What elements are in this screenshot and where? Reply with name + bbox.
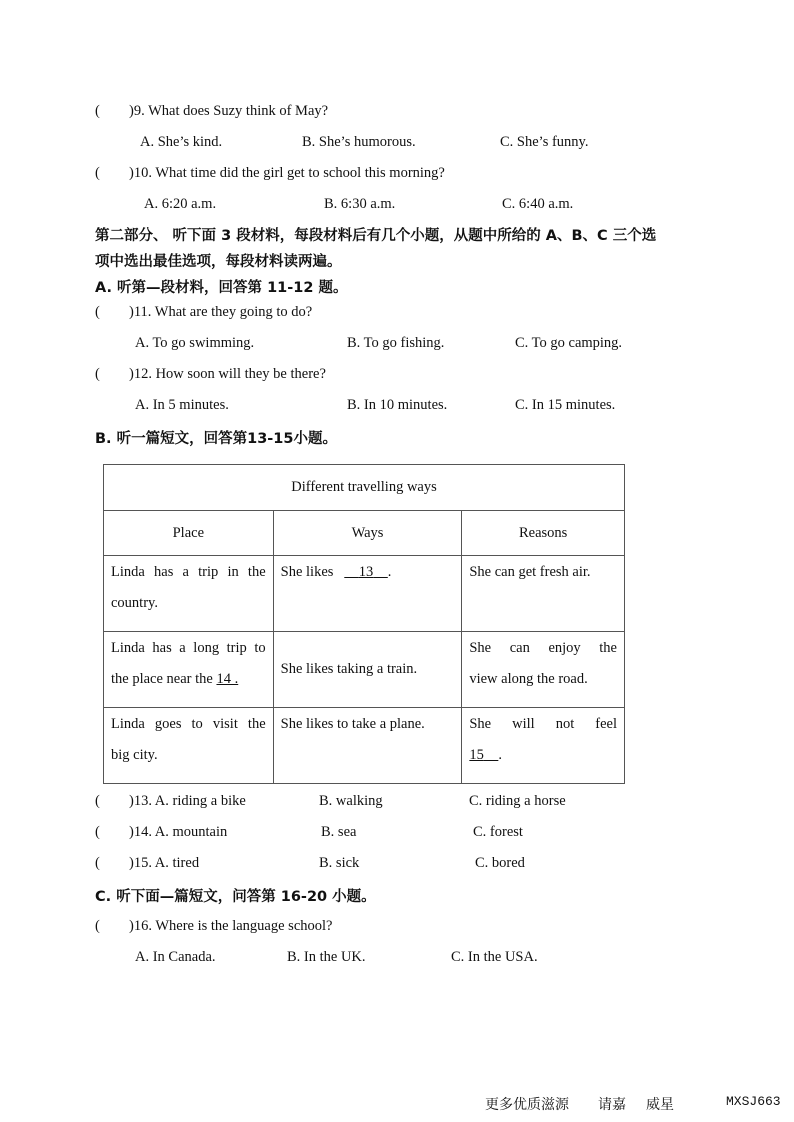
question-text: )10. What time did the girl get to school this morning? — [129, 165, 445, 181]
answer-bracket[interactable]: ( — [95, 304, 100, 320]
section-b-heading: B. 听一篇短文，回答第13-15小题。 — [95, 431, 337, 447]
question-text: )9. What does Suzy think of May? — [129, 103, 329, 119]
blank-14[interactable]: 14 . — [216, 671, 239, 687]
place-line: Linda has a trip in the — [111, 564, 266, 580]
travelling-ways-table — [103, 464, 625, 784]
table-cell — [462, 632, 625, 708]
question-9 — [95, 103, 328, 120]
option-b: B. In 10 minutes. — [347, 397, 448, 413]
footer-text-3: 威星 — [646, 1097, 674, 1113]
option-a: A. She’s kind. — [140, 134, 223, 150]
option-b: B. walking — [319, 793, 383, 809]
table-cell: She will not feel 15 . — [462, 708, 625, 784]
option-c: C. riding a horse — [469, 793, 566, 809]
way-text: She likes taking a train. — [280, 661, 418, 677]
option-c: C. To go camping. — [515, 335, 623, 351]
option-c: C. bored — [475, 855, 525, 871]
option-b: B. sick — [319, 855, 360, 871]
table-cell — [104, 632, 274, 708]
blank-15[interactable]: 15 — [469, 747, 484, 763]
place-line: Linda has a long trip to — [111, 640, 266, 656]
question-text: )14. A. mountain — [129, 824, 228, 840]
answer-bracket[interactable]: ( — [95, 103, 100, 119]
option-c: C. forest — [473, 824, 523, 840]
reason-line: She will not feel — [469, 716, 617, 732]
header-place: Place — [104, 511, 274, 556]
answer-bracket[interactable]: ( — [95, 855, 100, 871]
question-16 — [95, 918, 332, 935]
table-title: Different travelling ways — [104, 465, 625, 511]
option-a: A. 6:20 a.m. — [144, 196, 217, 212]
reason-text: She can get fresh air. — [469, 564, 591, 580]
option-b: B. She’s humorous. — [302, 134, 416, 150]
option-b: B. To go fishing. — [347, 335, 445, 351]
part2-heading-line2: 项中选出最佳选项，每段材料读两遍。 — [95, 254, 342, 270]
question-text: )12. How soon will they be there? — [129, 366, 326, 382]
footer-code: MXSJ663 — [726, 1094, 781, 1109]
answer-bracket[interactable]: ( — [95, 366, 100, 382]
reason-line: She can enjoy the — [469, 640, 617, 656]
question-10 — [95, 165, 445, 182]
option-b: B. 6:30 a.m. — [324, 196, 396, 212]
place-line: country. — [111, 595, 158, 611]
place-line: big city. — [111, 747, 158, 763]
table-cell — [273, 708, 462, 784]
answer-bracket[interactable]: ( — [95, 918, 100, 934]
part2-heading-line1: 第二部分、 听下面 3 段材料，每段材料后有几个小题，从题中所给的 A、B、C 三个选 — [95, 228, 657, 244]
question-13 — [95, 793, 246, 810]
option-b: B. sea — [321, 824, 357, 840]
question-text: )13. A. riding a bike — [129, 793, 246, 809]
table-cell: She likes 13 . — [273, 556, 462, 632]
footer-text-2: 请嘉 — [598, 1097, 626, 1113]
option-a: A. In 5 minutes. — [135, 397, 229, 413]
question-12 — [95, 366, 326, 383]
header-ways: Ways — [273, 511, 462, 556]
table-cell — [462, 556, 625, 632]
header-reasons: Reasons — [462, 511, 625, 556]
footer-text-1: 更多优质滋源 — [485, 1097, 569, 1113]
option-c: C. She’s funny. — [500, 134, 589, 150]
way-text: She likes to take a plane. — [280, 716, 425, 732]
blank-13[interactable]: 13 — [358, 564, 374, 580]
option-b: B. In the UK. — [287, 949, 366, 965]
question-text: )16. Where is the language school? — [129, 918, 333, 934]
question-15 — [95, 855, 199, 872]
question-11 — [95, 304, 312, 321]
option-c: C. 6:40 a.m. — [502, 196, 574, 212]
table-cell — [104, 556, 274, 632]
place-line: the place near the — [111, 671, 213, 687]
option-c: C. In the USA. — [451, 949, 538, 965]
option-c: C. In 15 minutes. — [515, 397, 616, 413]
reason-line: view along the road. — [469, 671, 588, 687]
question-text: )15. A. tired — [129, 855, 200, 871]
section-a-heading: A. 听第—段材料，回答第 11-12 题。 — [95, 280, 348, 296]
question-14 — [95, 824, 227, 841]
option-a: A. To go swimming. — [135, 335, 255, 351]
table-cell — [104, 708, 274, 784]
section-c-heading: C. 听下面—篇短文，问答第 16-20 小题。 — [95, 889, 376, 905]
answer-bracket[interactable]: ( — [95, 793, 100, 809]
question-text: )11. What are they going to do? — [129, 304, 313, 320]
place-line: Linda goes to visit the — [111, 716, 266, 732]
answer-bracket[interactable]: ( — [95, 165, 100, 181]
option-a: A. In Canada. — [135, 949, 216, 965]
way-text: She likes — [280, 564, 334, 580]
answer-bracket[interactable]: ( — [95, 824, 100, 840]
table-cell — [273, 632, 462, 708]
